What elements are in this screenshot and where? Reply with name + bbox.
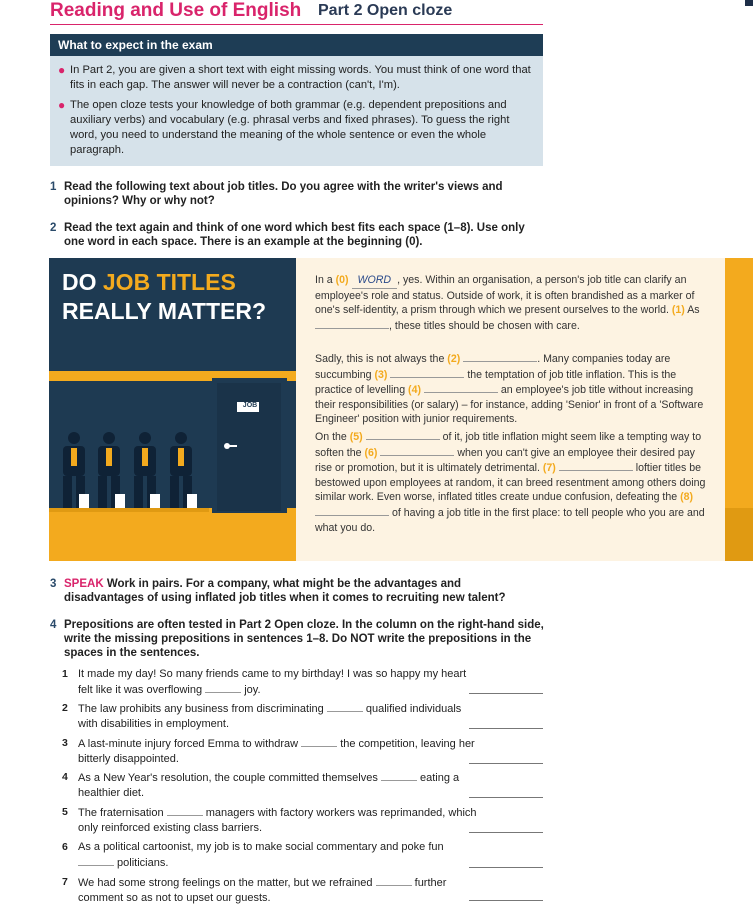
question-item: [62, 701, 482, 731]
bullet-icon: ●: [58, 63, 66, 77]
title-part: REALLY MATTER?: [62, 298, 267, 324]
example-answer: WORD: [352, 273, 398, 289]
question-number: 1: [62, 668, 68, 680]
gap-blank: [78, 855, 114, 866]
gap-blank: [205, 682, 241, 693]
task-instruction: Prepositions are often tested in Part 2 Open cloze. In the column on the right-hand side, write the missing prepositions in sentences 1–8. Do NOT write the prepositions in the spaces in the sentences.: [64, 619, 544, 659]
door-sign: JOB: [242, 402, 258, 409]
exam-tip-text: The open cloze tests your knowledge of both grammar (e.g. dependent prepositions and auxiliary verbs) and vocabulary (e.g. phrasal verbs and fixed phrases). To guess the right word, you need to understand the meaning of the whole sentence or even the whole paragraph.: [70, 99, 510, 156]
answer-line[interactable]: [469, 693, 543, 694]
question-item: [62, 736, 482, 766]
gap-blank[interactable]: [380, 445, 454, 456]
task-instruction: Read the text again and think of one word which best fits each space (1–8). Use only one word in each space. There is an example at the beginning (0).: [64, 222, 525, 248]
task-number: 2: [50, 222, 57, 234]
speak-label: SPEAK: [64, 578, 104, 590]
gap-blank[interactable]: [559, 460, 633, 471]
header-divider: [50, 24, 543, 25]
section-subtitle: Part 2 Open cloze: [318, 2, 453, 19]
question-item: [62, 805, 482, 835]
gap-blank[interactable]: [366, 429, 440, 440]
gap-number: (5): [349, 431, 363, 443]
article-paragraph: In a (0) WORD , yes. Within an organisation, a person's job title can clarify an employee's role and status. Outside of work, it is often brandished as a marker of one's self-identity, a prism through which we present ourselves to the world. (1) As , these titles should be chosen with care.: [315, 274, 700, 332]
question-number: 2: [62, 702, 68, 714]
answer-line[interactable]: [469, 763, 543, 764]
gap-blank: [301, 736, 337, 747]
question-item: [62, 770, 482, 800]
exam-tip-text: In Part 2, you are given a short text with eight missing words. You must think of one word that fits in each gap. The answer will never be a contraction (can't, I'm).: [70, 64, 531, 91]
question-text: It made my day! So many friends came to my birthday! I was so happy my heart felt like it was overflowing joy.: [78, 668, 467, 696]
exam-tips-heading: What to expect in the exam: [50, 34, 543, 56]
section-title: Reading and Use of English: [50, 0, 302, 21]
answer-line[interactable]: [469, 832, 543, 833]
article-paragraph: Sadly, this is not always the (2) . Many companies today are succumbing (3) the temptation of job title inflation. This is the practice of levelling (4) an employee's job title without increasing their responsibilities (or salary) – for instance, adding 'Senior' in front of a 'Software Engineer' position with junior requirements.: [315, 353, 704, 426]
question-item: [62, 875, 482, 903]
task-instruction: Read the following text about job titles. Do you agree with the writer's views and opinions? Why or why not?: [64, 181, 503, 207]
gap-number: (7): [542, 462, 556, 475]
gap-number: (2): [447, 353, 461, 365]
gap-number: (6): [364, 446, 378, 459]
task-1: [50, 180, 550, 210]
task-number: 1: [50, 181, 57, 193]
question-number: 6: [62, 841, 68, 853]
question-number: 3: [62, 737, 68, 749]
exam-tips-box: [50, 34, 543, 166]
answer-line[interactable]: [469, 900, 543, 901]
gap-blank: [376, 875, 412, 886]
question-text: The fraternisation managers with factory workers was reprimanded, which only reinforced existing class barriers.: [78, 807, 477, 834]
task-number: 3: [50, 578, 57, 590]
question-text: As a New Year's resolution, the couple committed themselves eating a healthier diet.: [78, 772, 460, 799]
question-text: The law prohibits any business from discriminating qualified individuals with disabilities in employment.: [78, 703, 462, 730]
gap-number: (1): [671, 304, 685, 317]
title-part: DO: [62, 269, 103, 295]
answer-line[interactable]: [469, 797, 543, 798]
question-text: As a political cartoonist, my job is to make social commentary and poke fun politicians.: [78, 841, 444, 869]
exam-tip-item: [58, 98, 535, 158]
task-number: 4: [50, 619, 57, 631]
task-4: [50, 618, 550, 662]
answer-line[interactable]: [469, 728, 543, 729]
gap-number: (4): [408, 384, 421, 397]
gap-blank: [381, 770, 417, 781]
gap-blank[interactable]: [463, 351, 537, 362]
question-text: A last-minute injury forced Emma to withdraw the competition, leaving her bitterly disappointed.: [78, 738, 475, 765]
gap-blank[interactable]: [390, 367, 464, 378]
bullet-icon: ●: [58, 98, 66, 112]
task-2: [50, 221, 550, 251]
question-number: 4: [62, 771, 68, 783]
gap-number: (0): [335, 274, 349, 286]
question-number: 5: [62, 806, 68, 818]
exam-tip-item: [58, 63, 535, 93]
gap-blank[interactable]: [424, 382, 498, 393]
article-paragraph: On the (5) of it, job title inflation might seem like a tempting way to soften the (6) when you can't give an employee their desired pay rise or promotion, but it is ultimately detrimental. (7) loftier titles be bestowed upon employees at random, it can breed resentment among others doing similar work. Even worse, inflated titles create undue confusion, defeating the (8) of having a job title in the first place: to tell people who you are and what you do.: [315, 431, 706, 534]
article-title: [62, 268, 292, 326]
answer-line[interactable]: [469, 867, 543, 868]
page-corner-mark: [745, 0, 753, 6]
question-number: 7: [62, 876, 68, 888]
question-item: [62, 840, 482, 870]
gap-blank: [167, 805, 203, 816]
question-text: We had some strong feelings on the matter, but we refrained further comment so as not to upset our guests.: [78, 877, 447, 904]
gap-number: (3): [374, 368, 388, 381]
task-3: [50, 577, 550, 607]
decorative-strip: [725, 508, 753, 561]
gap-blank[interactable]: [315, 318, 389, 329]
gap-blank[interactable]: [315, 505, 389, 516]
gap-blank: [327, 701, 363, 712]
title-highlight: JOB TITLES: [102, 269, 236, 295]
gap-number: (8): [680, 491, 694, 504]
task-instruction: SPEAK Work in pairs. For a company, what might be the advantages and disadvantages of using inflated job titles when it comes to recruiting new talent?: [64, 578, 506, 604]
question-item: [62, 667, 482, 697]
